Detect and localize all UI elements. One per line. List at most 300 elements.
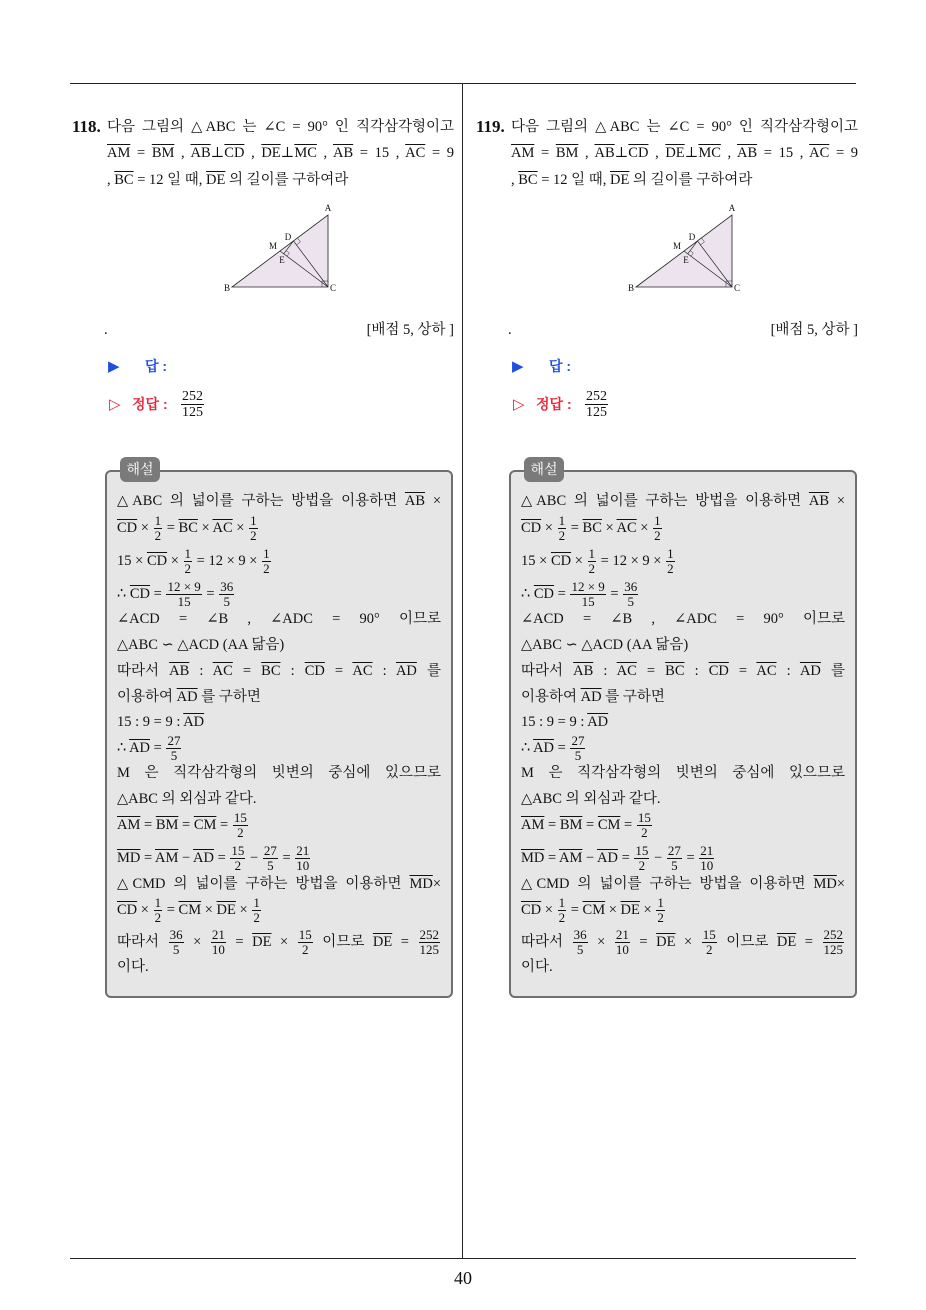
math-text: = — [682, 849, 699, 866]
problem-column-119 — [404, 0, 874, 1310]
stem-line — [511, 140, 858, 166]
fraction — [262, 547, 271, 576]
fraction — [252, 896, 261, 925]
fraction-denominator: 125 — [823, 942, 844, 957]
overlined-segment: $\overline{CM}$ — [597, 816, 621, 833]
math-text: 15 : 9 = 9 : — [521, 714, 588, 730]
fraction-denominator: 15 — [177, 594, 191, 609]
solution-line — [521, 733, 845, 763]
math-text: ⊥ — [280, 145, 295, 161]
answer-label: 답 : — [145, 358, 168, 374]
solution-line — [117, 760, 441, 786]
math-text: = — [178, 816, 194, 833]
fraction-denominator: 5 — [627, 594, 634, 609]
overlined-segment: $\overline{AD}$ — [176, 689, 198, 705]
fraction-denominator: 10 — [615, 942, 629, 957]
fraction — [230, 844, 245, 873]
fraction-numerator: 27 — [571, 733, 585, 748]
math-text: × — [541, 519, 557, 536]
fraction-denominator: 125 — [182, 405, 203, 420]
fraction — [219, 580, 234, 609]
math-text: , — [648, 145, 666, 161]
fraction-numerator: 21 — [211, 927, 225, 942]
overlined-segment: $\overline{CM}$ — [178, 901, 202, 918]
overlined-segment: $\overline{MC}$ — [698, 145, 721, 161]
fraction-numerator: 36 — [624, 579, 638, 594]
math-text: = 15 , — [757, 145, 810, 161]
overlined-segment: $\overline{AB}$ — [404, 493, 426, 509]
solution-line — [521, 606, 845, 632]
overlined-segment: $\overline{BM}$ — [155, 816, 179, 833]
math-text: △ABC 의 외심과 같다. — [117, 791, 257, 807]
math-text: × — [541, 901, 557, 918]
math-text: = — [544, 816, 560, 833]
score-dot: . — [508, 322, 512, 338]
math-text: × — [271, 933, 297, 950]
math-text: : — [684, 663, 709, 679]
fraction-denominator: 2 — [638, 858, 646, 873]
fraction-numerator: 36 — [169, 927, 183, 942]
math-text: ∴ — [521, 739, 534, 756]
math-text: = — [534, 145, 556, 161]
stem-line — [107, 167, 454, 193]
math-text: 이용하여 — [521, 689, 581, 705]
math-text: = — [567, 901, 583, 918]
solution-line — [117, 579, 441, 609]
math-text: △CMD 의 넓이를 구하는 방법을 이용하면 — [117, 876, 410, 892]
overlined-segment: $\overline{CD}$ — [304, 663, 325, 679]
solution-line — [521, 927, 845, 957]
math-text: = — [728, 663, 757, 679]
solution-line — [521, 871, 845, 897]
fraction — [623, 580, 638, 609]
fraction — [558, 896, 567, 925]
solution-line — [117, 810, 441, 840]
fraction-numerator: 15 — [637, 810, 651, 825]
fraction-numerator: 1 — [184, 546, 192, 561]
math-text: × — [137, 901, 153, 918]
fraction-denominator: 5 — [574, 748, 582, 763]
solution-line — [117, 786, 441, 812]
math-text: × — [425, 493, 442, 509]
fraction-numerator: 1 — [657, 895, 664, 910]
fraction-denominator: 2 — [558, 528, 566, 543]
math-text: = — [226, 933, 253, 950]
overlined-segment: $\overline{AD}$ — [129, 739, 151, 756]
fraction — [666, 547, 675, 576]
math-text: , — [107, 172, 115, 188]
math-text: × — [137, 519, 153, 536]
fraction-denominator: 15 — [581, 594, 595, 609]
overlined-segment: $\overline{AC}$ — [405, 145, 426, 161]
fraction-numerator: 36 — [573, 927, 587, 942]
overlined-segment: $\overline{AB}$ — [190, 145, 211, 161]
math-text: = 9 — [829, 145, 859, 161]
math-text: × — [836, 876, 845, 892]
solution-line — [521, 658, 845, 684]
fraction-numerator: 1 — [250, 513, 257, 528]
overlined-segment: $\overline{CD}$ — [533, 585, 555, 602]
label-c: C — [330, 283, 337, 293]
fraction-denominator: 10 — [211, 942, 225, 957]
math-text: = — [582, 816, 598, 833]
fraction-denominator: 2 — [263, 561, 270, 576]
page-number: 40 — [454, 1268, 472, 1288]
math-text: = — [232, 663, 262, 679]
math-text: = — [213, 849, 230, 866]
math-text: 이용하여 — [117, 689, 177, 705]
fraction — [166, 580, 201, 609]
math-text: × — [235, 901, 252, 918]
solution-line — [117, 954, 441, 980]
overlined-segment: $\overline{AD}$ — [597, 849, 618, 866]
overlined-segment: $\overline{DE}$ — [776, 933, 797, 950]
overlined-segment: $\overline{BC}$ — [114, 172, 134, 188]
math-text: = — [620, 816, 636, 833]
math-text: = — [544, 849, 560, 866]
answer-marker-icon: ▶ — [108, 357, 120, 375]
solution-line — [521, 546, 845, 576]
solution-line — [521, 632, 845, 658]
overlined-segment: $\overline{AM}$ — [559, 849, 583, 866]
correct-answer-label: 정답 : — [132, 396, 168, 412]
solution-line — [117, 658, 441, 684]
math-text: △CMD 의 넓이를 구하는 방법을 이용하면 — [521, 876, 814, 892]
math-text: = — [278, 849, 295, 866]
solution-line — [117, 709, 441, 735]
solution-tab: 해설 — [120, 457, 160, 482]
label-d: D — [688, 232, 696, 242]
overlined-segment: $\overline{AB}$ — [573, 663, 594, 679]
overlined-segment: $\overline{AM}$ — [107, 145, 131, 161]
overlined-segment: $\overline{CD}$ — [550, 552, 572, 569]
math-text: , — [578, 145, 595, 161]
overlined-segment: $\overline{CM}$ — [193, 816, 217, 833]
solution-line — [117, 513, 441, 543]
overlined-segment: $\overline{AC}$ — [212, 519, 233, 536]
fraction — [263, 844, 278, 873]
fraction-denominator: 2 — [234, 858, 242, 873]
math-text: = — [202, 585, 219, 602]
overlined-segment: $\overline{BC}$ — [261, 663, 281, 679]
overlined-segment: $\overline{BC}$ — [665, 663, 685, 679]
fraction-numerator: 252 — [586, 389, 607, 404]
fraction-numerator: 252 — [182, 389, 203, 404]
overlined-segment: $\overline{CD}$ — [521, 519, 542, 536]
solution-box — [105, 470, 453, 998]
fraction-denominator: 2 — [654, 528, 661, 543]
math-text: 이므로 — [717, 933, 777, 950]
fraction — [249, 514, 258, 543]
fraction — [166, 734, 181, 763]
solution-line — [521, 760, 845, 786]
stem-line — [511, 167, 858, 193]
fraction-numerator: 21 — [296, 843, 310, 858]
solution-line — [521, 895, 845, 925]
math-text: △ABC 의 넓이를 구하는 방법을 이용하면 — [117, 493, 405, 509]
overlined-segment: $\overline{AM}$ — [511, 145, 535, 161]
math-text: × — [639, 901, 656, 918]
math-text: △ABC ∽ △ACD (AA 닮음) — [521, 637, 689, 653]
math-text: = — [606, 585, 623, 602]
overlined-segment: $\overline{MC}$ — [294, 145, 317, 161]
label-e: E — [683, 255, 689, 265]
triangle-figure — [220, 200, 345, 300]
fraction-denominator: 2 — [184, 561, 192, 576]
overlined-segment: $\overline{MD}$ — [813, 876, 837, 892]
fraction — [233, 811, 248, 840]
fraction — [295, 844, 310, 873]
overlined-segment: $\overline{BC}$ — [518, 172, 538, 188]
fraction — [634, 844, 649, 873]
math-text: ∴ — [117, 739, 130, 756]
solution-line — [117, 927, 441, 957]
math-text: = — [636, 663, 666, 679]
math-text: 다음 그림의 △ABC 는 ∠C = 90° 인 직각삼각형이고 — [107, 119, 454, 135]
overlined-segment: $\overline{MD}$ — [521, 849, 545, 866]
math-text: ∠ACD = ∠B , ∠ADC = 90° 이므로 — [117, 611, 441, 627]
overlined-segment: $\overline{AB}$ — [736, 145, 758, 161]
label-e: E — [279, 255, 285, 265]
fraction-numerator: 15 — [231, 843, 245, 858]
overlined-segment: $\overline{BC}$ — [582, 519, 602, 536]
overlined-segment: $\overline{DE}$ — [372, 933, 393, 950]
overlined-segment: $\overline{AB}$ — [594, 145, 615, 161]
fraction — [699, 844, 714, 873]
math-text: △ABC ∽ △ACD (AA 닮음) — [117, 637, 285, 653]
math-text: 를 구하면 — [197, 689, 261, 705]
overlined-segment: $\overline{AB}$ — [808, 493, 830, 509]
fraction-numerator: 1 — [154, 513, 162, 528]
overlined-segment: $\overline{AM}$ — [117, 816, 141, 833]
math-text: = 12 × 9 × — [193, 552, 262, 569]
fraction-denominator: 125 — [419, 942, 440, 957]
math-text: = — [163, 901, 179, 918]
math-text: ⊥ — [210, 145, 225, 161]
score-info: [배점 5, 상하 ] — [770, 322, 858, 338]
math-text: − — [582, 849, 598, 866]
fraction-denominator: 10 — [296, 858, 310, 873]
answer-label: 답 : — [549, 358, 572, 374]
overlined-segment: $\overline{MD}$ — [117, 849, 141, 866]
solution-line — [521, 684, 845, 710]
overlined-segment: $\overline{CD}$ — [146, 552, 168, 569]
math-text: = — [796, 933, 822, 950]
fraction — [656, 896, 665, 925]
math-text: 따라서 — [521, 933, 572, 950]
fraction-numerator: 15 — [298, 927, 312, 942]
math-text: 15 × — [117, 552, 147, 569]
overlined-segment: $\overline{AC}$ — [616, 663, 637, 679]
math-text: 다음 그림의 △ABC 는 ∠C = 90° 인 직각삼각형이고 — [511, 119, 858, 135]
math-text: 따라서 — [117, 663, 170, 679]
overlined-segment: $\overline{CM}$ — [582, 901, 606, 918]
fraction-denominator: 2 — [302, 942, 309, 957]
fraction-numerator: 1 — [558, 895, 566, 910]
math-text: △ABC 의 외심과 같다. — [521, 791, 661, 807]
label-a: A — [324, 203, 332, 213]
fraction-numerator: 27 — [667, 843, 681, 858]
overlined-segment: $\overline{AD}$ — [580, 689, 602, 705]
fraction-denominator: 2 — [154, 528, 162, 543]
math-text: , — [511, 172, 519, 188]
math-text: × — [201, 901, 217, 918]
overlined-segment: $\overline{BM}$ — [555, 145, 579, 161]
problem-number: 118. — [72, 117, 101, 136]
math-text: , — [174, 145, 191, 161]
math-text: 를 — [416, 663, 441, 679]
fraction-denominator: 5 — [172, 942, 180, 957]
fraction-denominator: 5 — [170, 748, 178, 763]
stem-line — [511, 114, 858, 140]
fraction-numerator: 252 — [419, 927, 440, 942]
solution-line — [117, 843, 441, 873]
fraction-denominator: 125 — [586, 405, 607, 420]
overlined-segment: $\overline{AB}$ — [169, 663, 190, 679]
math-text: ⊥ — [684, 145, 699, 161]
overlined-segment: $\overline{BM}$ — [559, 816, 583, 833]
overlined-segment: $\overline{AB}$ — [332, 145, 354, 161]
overlined-segment: $\overline{CD}$ — [708, 663, 729, 679]
math-text: − — [178, 849, 194, 866]
overlined-segment: $\overline{DE}$ — [610, 172, 630, 188]
math-text: : — [372, 663, 396, 679]
math-text: = — [150, 585, 166, 602]
math-text: = — [324, 663, 353, 679]
fraction — [211, 928, 226, 957]
math-text: × — [605, 901, 621, 918]
math-text: × — [588, 933, 614, 950]
fraction — [570, 580, 605, 609]
overlined-segment: $\overline{CD}$ — [117, 519, 138, 536]
solution-line — [521, 810, 845, 840]
fraction — [298, 928, 313, 957]
math-text: 15 : 9 = 9 : — [117, 714, 184, 730]
solution-line — [521, 843, 845, 873]
math-text: = — [216, 816, 232, 833]
fraction-denominator: 2 — [706, 942, 713, 957]
triangle-figure — [624, 200, 749, 300]
fraction — [573, 928, 588, 957]
overlined-segment: $\overline{AC}$ — [616, 519, 637, 536]
math-text: M 은 직각삼각형의 빗변의 중심에 있으므로 — [117, 765, 441, 781]
overlined-segment: $\overline{CD}$ — [117, 901, 138, 918]
overlined-segment: $\overline{DE}$ — [206, 172, 226, 188]
overlined-segment: $\overline{AD}$ — [587, 714, 609, 730]
label-b: B — [627, 283, 634, 293]
overlined-segment: $\overline{AC}$ — [352, 663, 373, 679]
correct-answer-fraction — [181, 389, 204, 420]
fraction — [154, 896, 163, 925]
overlined-segment: $\overline{AC}$ — [756, 663, 777, 679]
fraction — [823, 928, 845, 957]
fraction-numerator: 252 — [823, 927, 844, 942]
math-text: , — [720, 145, 737, 161]
fraction-numerator: 1 — [667, 546, 674, 561]
fraction-numerator: 1 — [263, 546, 270, 561]
math-text: × — [232, 519, 249, 536]
math-text: , — [244, 145, 262, 161]
solution-line — [117, 871, 441, 897]
fraction-numerator: 1 — [154, 895, 162, 910]
label-a: A — [728, 203, 736, 213]
math-text: ∴ — [117, 585, 130, 602]
math-text: × — [167, 552, 183, 569]
math-text: : — [593, 663, 617, 679]
fraction-numerator: 1 — [588, 546, 596, 561]
overlined-segment: $\overline{AC}$ — [212, 663, 233, 679]
fraction — [558, 514, 567, 543]
fraction-denominator: 2 — [250, 528, 257, 543]
fraction-denominator: 5 — [671, 858, 678, 873]
math-text: , — [316, 145, 333, 161]
math-text: 이다. — [521, 959, 553, 975]
math-text: = — [140, 849, 156, 866]
math-text: = — [567, 519, 583, 536]
label-m: M — [268, 241, 277, 251]
fraction-denominator: 10 — [700, 858, 714, 873]
label-b: B — [223, 283, 230, 293]
fraction-numerator: 15 — [635, 843, 649, 858]
solution-line — [117, 606, 441, 632]
fraction-denominator: 5 — [223, 594, 230, 609]
overlined-segment: $\overline{AD}$ — [193, 849, 214, 866]
math-text: : — [280, 663, 305, 679]
solution-line — [117, 632, 441, 658]
fraction-numerator: 15 — [702, 927, 716, 942]
math-text: = 9 — [425, 145, 455, 161]
overlined-segment: $\overline{CD}$ — [224, 145, 245, 161]
solution-line — [117, 546, 441, 576]
math-text: = — [163, 519, 179, 536]
solution-tab: 해설 — [524, 457, 564, 482]
fraction-numerator: 1 — [558, 513, 566, 528]
overlined-segment: $\overline{CD}$ — [521, 901, 542, 918]
solution-line — [117, 895, 441, 925]
fraction-denominator: 2 — [237, 825, 244, 840]
math-text: : — [776, 663, 800, 679]
math-text: ∴ — [521, 585, 534, 602]
overlined-segment: $\overline{AD}$ — [183, 714, 205, 730]
overlined-segment: $\overline{AM}$ — [155, 849, 179, 866]
math-text: × — [829, 493, 846, 509]
label-d: D — [284, 232, 292, 242]
math-text: 이다. — [117, 959, 149, 975]
math-text: M 은 직각삼각형의 빗변의 중심에 있으므로 — [521, 765, 845, 781]
math-text: ∠ACD = ∠B , ∠ADC = 90° 이므로 — [521, 611, 845, 627]
fraction-numerator: 21 — [700, 843, 714, 858]
overlined-segment: $\overline{DE}$ — [665, 145, 685, 161]
score-dot: . — [104, 322, 108, 338]
math-text: 따라서 — [521, 663, 574, 679]
math-text: = 12 일 때, — [133, 172, 207, 188]
correct-answer-fraction — [585, 389, 608, 420]
overlined-segment: $\overline{AD}$ — [395, 663, 417, 679]
math-text: × — [636, 519, 653, 536]
solution-line — [521, 488, 845, 514]
fraction-denominator: 2 — [253, 910, 260, 925]
math-text: = — [130, 145, 152, 161]
correct-answer-marker-icon: ▷ — [513, 395, 525, 413]
overlined-segment: $\overline{BC}$ — [178, 519, 198, 536]
fraction-numerator: 21 — [615, 927, 629, 942]
overlined-segment: $\overline{DE}$ — [252, 933, 272, 950]
solution-line — [521, 954, 845, 980]
overlined-segment: $\overline{DE}$ — [620, 901, 640, 918]
fraction — [169, 928, 184, 957]
math-text: = 15 , — [353, 145, 406, 161]
fraction — [653, 514, 662, 543]
